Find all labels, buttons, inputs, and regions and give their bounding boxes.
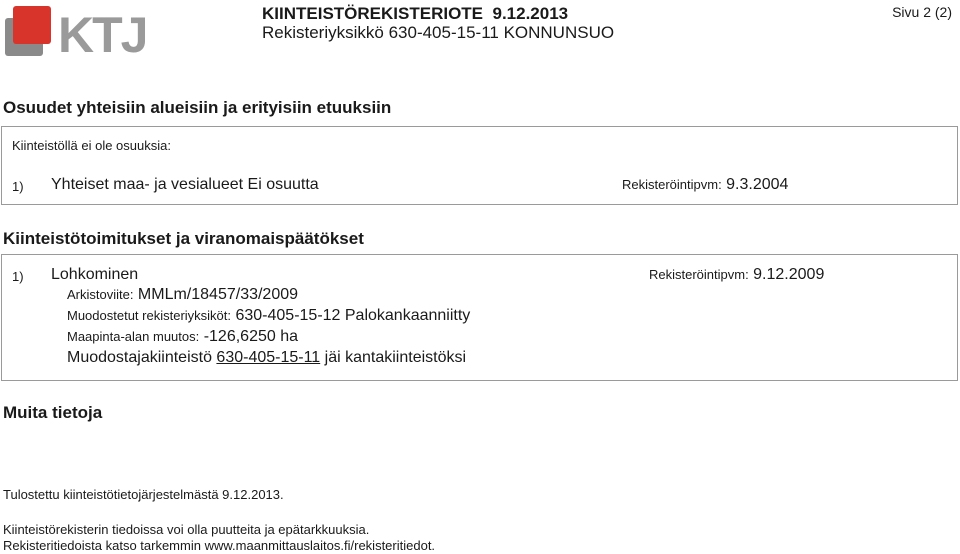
parent-property-note — [67, 349, 466, 367]
document-title — [262, 4, 568, 24]
other-section-title: Muita tietoja — [3, 403, 103, 422]
archive-reference — [67, 286, 298, 304]
page-number: Sivu 2 (2) — [892, 4, 952, 20]
shares-item-number: 1) — [12, 179, 24, 194]
parent-suffix: jäi kantakiinteistöksi — [324, 349, 467, 366]
decisions-section-title: Kiinteistötoimitukset ja viranomaispäätökset — [3, 229, 364, 248]
disclaimer-line-2: Rekisteritiedoista katso tarkemmin www.maanmittauslaitos.fi/rekisteritiedot. — [3, 538, 436, 553]
decision-reg-date: 9.12.2009 — [753, 266, 825, 283]
decision-type: Lohkominen — [51, 266, 139, 283]
decision-item-number: 1) — [12, 269, 24, 284]
logo-text: KTJ — [58, 7, 147, 63]
archive-value: MMLm/18457/33/2009 — [137, 286, 299, 303]
formed-units — [67, 307, 470, 325]
shares-item-text: Yhteiset maa- ja vesialueet Ei osuutta — [51, 176, 319, 193]
parent-property-link[interactable]: 630-405-15-11 — [216, 349, 321, 366]
decision-registration — [649, 266, 824, 284]
formed-value: 630-405-15-12 Palokankaanniitty — [235, 307, 471, 324]
document-subtitle: Rekisteriyksikkö 630-405-15-11 KONNUNSUO — [262, 23, 615, 42]
no-shares-label: Kiinteistöllä ei ole osuuksia: — [12, 138, 171, 153]
shares-reg-date: 9.3.2004 — [726, 176, 789, 193]
disclaimer-line-1: Kiinteistörekisterin tiedoissa voi olla puutteita ja epätarkkuuksia. — [3, 522, 370, 537]
shares-reg-label: Rekisteröintipvm: — [622, 177, 722, 192]
area-change — [67, 328, 298, 346]
archive-label: Arkistoviite: — [67, 287, 134, 302]
area-value: -126,6250 ha — [203, 328, 299, 345]
decisions-box — [1, 254, 958, 381]
document-date: 9.12.2013 — [492, 4, 569, 23]
shares-box — [1, 126, 958, 205]
shares-item-registration — [622, 176, 788, 194]
decision-reg-label: Rekisteröintipvm: — [649, 267, 749, 282]
document-title-text: KIINTEISTÖREKISTERIOTE — [262, 4, 484, 23]
area-label: Maapinta-alan muutos: — [67, 329, 200, 344]
formed-label: Muodostetut rekisteriyksiköt: — [67, 308, 232, 323]
ktj-logo — [2, 2, 147, 63]
parent-prefix: Muodostajakiinteistö — [67, 349, 212, 366]
shares-section-title: Osuudet yhteisiin alueisiin ja erityisiin etuuksiin — [3, 98, 392, 117]
printed-note: Tulostettu kiinteistötietojärjestelmästä 9.12.2013. — [3, 487, 284, 502]
